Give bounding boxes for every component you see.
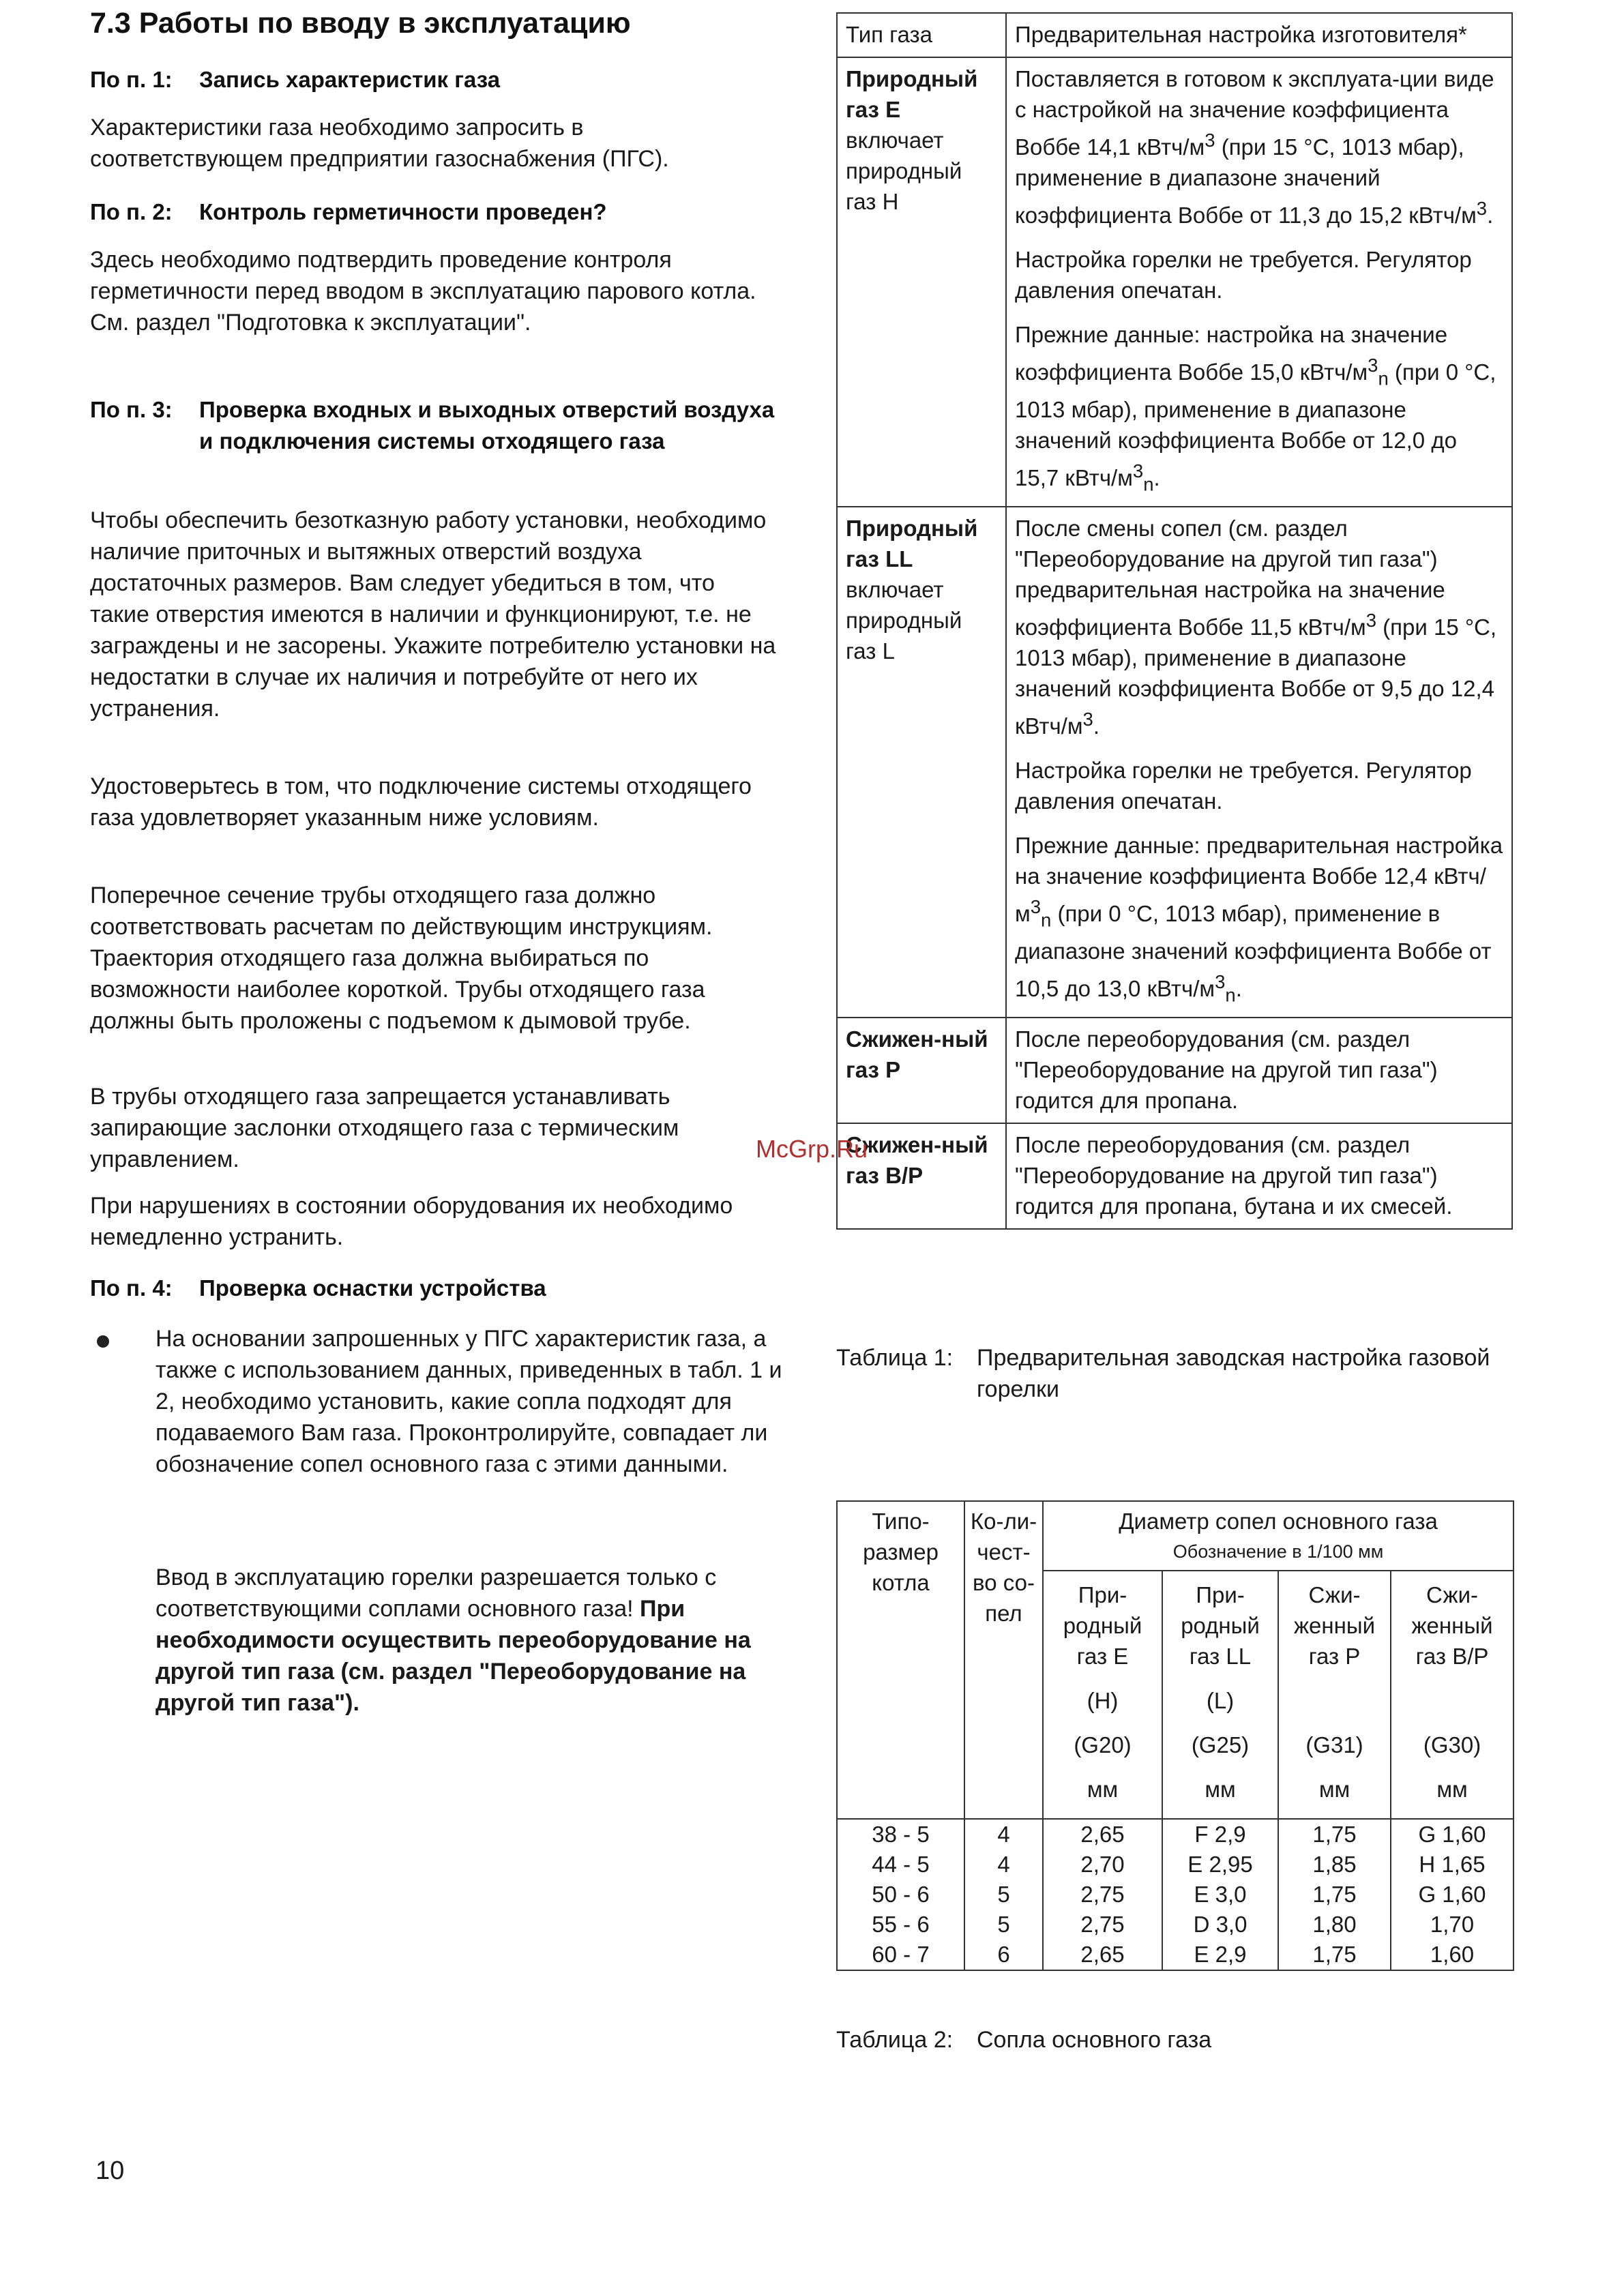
sup-3: 3	[1368, 355, 1378, 376]
table1-gas-e-type	[837, 57, 1006, 507]
gas-e-para-3	[1015, 319, 1503, 499]
cell-gas-e: 2,65	[1043, 1940, 1162, 1970]
cell-gas-e: 2,75	[1043, 1910, 1162, 1940]
table1-gas-ll-setting	[1006, 507, 1512, 1018]
col-gas-bp-name: Сжи-женный газ B/P	[1411, 1582, 1493, 1669]
gas-e-para-2: Настройка горелки не требуется. Регулятор давления опечатан.	[1015, 247, 1472, 303]
col-gas-p-alt	[1283, 1685, 1386, 1716]
table-row	[837, 1910, 1514, 1940]
cell-gas-ll: E 3,0	[1162, 1880, 1278, 1910]
subsection-3-para-5: При нарушениях в состоянии оборудования их необходимо немедленно устранить.	[90, 1193, 733, 1250]
sub-n: n	[1143, 473, 1154, 495]
gas-ll-p1-part-a: После смены сопел (см. раздел "Переоборудование на другой тип газа") предварительная настройка на значение коэффициента Воббе 11,5 кВтч/м	[1015, 516, 1445, 640]
cell-gas-p: 1,75	[1278, 1880, 1391, 1910]
table2-caption-text: Сопла основного газа	[977, 2027, 1212, 2053]
table2-col-gas-ll	[1162, 1571, 1278, 1819]
table2-col-gas-e	[1043, 1571, 1162, 1819]
cell-gas-ll: E 2,95	[1162, 1850, 1278, 1880]
subsection-3-para-3: Поперечное сечение трубы отходящего газа должно соответствовать расчетам по действующим инструкциям. Траектория отходящего газа должна выбираться по возможности наиболее короткой. Трубы отходящего газа должны быть проложены с подъемом к дымовой трубе.	[90, 883, 713, 1034]
gas-bp-setting: После переоборудования (см. раздел "Переоборудование на другой тип газа") годится для пропана, бутана и их смесей.	[1006, 1123, 1512, 1229]
gas-ll-para-2: Настройка горелки не требуется. Регулятор давления опечатан.	[1015, 758, 1472, 814]
col-gas-ll-unit: мм	[1205, 1777, 1236, 1802]
gas-p-setting: После переоборудования (см. раздел "Переоборудование на другой тип газа") годится для пропана.	[1006, 1018, 1512, 1123]
table2-col-gas-bp	[1391, 1571, 1514, 1819]
subsection-4-bullet-text: На основании запрошенных у ПГС характеристик газа, а также с использованием данных, приведенных в табл. 1 и 2, необходимо установить, какие сопла подходят для подаваемого Вам газа. Проконтролируйте, совпадает ли обозначение сопел основного газа с этими данными.	[156, 1326, 782, 1477]
table1-caption	[836, 1342, 1495, 1405]
nozzle-table	[836, 1500, 1514, 1971]
gas-e-name: Природный газ E	[846, 66, 978, 122]
page-number: 10	[95, 2156, 125, 2185]
table1-caption-text: Предварительная заводская настройка газовой горелки	[977, 1345, 1490, 1402]
dot: .	[1235, 975, 1242, 1001]
table2-header-count: Ко-ли-чест-во со-пел	[964, 1501, 1043, 1819]
subsection-2-text: Здесь необходимо подтвердить проведение контроля герметичности перед вводом в эксплуатацию парового котла. См. раздел "Подготовка к эксплуатации".	[90, 247, 756, 336]
subsection-3-para-4: В трубы отходящего газа запрещается устанавливать запирающие заслонки отходящего газа с термическим управлением.	[90, 1084, 679, 1172]
col-gas-bp-unit: мм	[1436, 1777, 1468, 1802]
cell-gas-p: 1,80	[1278, 1910, 1391, 1940]
subsection-1-text: Характеристики газа необходимо запросить в соответствующем предприятии газоснабжения (ПГС).	[90, 115, 669, 172]
cell-gas-ll: F 2,9	[1162, 1819, 1278, 1850]
cell-gas-bp: G 1,60	[1391, 1819, 1514, 1850]
table1-header-gas-type: Тип газа	[837, 13, 1006, 57]
cell-size: 60 - 7	[837, 1940, 964, 1970]
sup-3: 3	[1205, 130, 1215, 151]
subsection-1-title: Запись характеристик газа	[199, 67, 501, 92]
cell-count: 5	[964, 1880, 1043, 1910]
gas-bp-name: Сжижен-ный газ B/P	[837, 1123, 1006, 1229]
cell-gas-bp: 1,70	[1391, 1910, 1514, 1940]
cell-gas-bp: G 1,60	[1391, 1880, 1514, 1910]
gas-e-p3-part-a: Прежние данные: настройка на значение коэффициента Воббе 15,0 кВтч/м	[1015, 322, 1448, 385]
sub-n: n	[1040, 909, 1052, 931]
gas-ll-para-1	[1015, 513, 1503, 741]
subsection-3-heading	[90, 394, 786, 457]
subsection-4-title: Проверка оснастки устройства	[199, 1275, 546, 1301]
sub-n: n	[1378, 368, 1389, 389]
table2-header-size: Типо-размер котла	[837, 1501, 964, 1819]
sub-n: n	[1225, 984, 1236, 1006]
table1-row-gas-p	[837, 1018, 1512, 1123]
table1-row-gas-e	[837, 57, 1512, 507]
table-row	[837, 1819, 1514, 1850]
cell-count: 4	[964, 1850, 1043, 1880]
cell-gas-p: 1,85	[1278, 1850, 1391, 1880]
cell-size: 55 - 6	[837, 1910, 964, 1940]
subsection-4-heading	[90, 1273, 546, 1304]
gas-settings-table	[836, 12, 1513, 1230]
sup-3: 3	[1030, 896, 1041, 918]
cell-gas-p: 1,75	[1278, 1940, 1391, 1970]
table-row	[837, 1880, 1514, 1910]
table2-diameter-title: Диаметр сопел основного газа	[1119, 1509, 1438, 1534]
gas-e-p1-part-b: (при 15 °C, 1013 мбар), применение в диапазоне значений коэффициента Воббе от 11,3 до 15,2 кВтч/м	[1015, 134, 1477, 228]
subsection-4-note	[156, 1562, 790, 1719]
subsection-3-para-1: Чтобы обеспечить безотказную работу установки, необходимо наличие приточных и вытяжных отверстий воздуха достаточных размеров. Вам следует убедиться в том, что такие отверстия имеются в наличии и функционируют, т.е. не заграждены и не засорены. Укажите потребителю установки на недостатки в случае их наличия и потребуйте от него их устранения.	[90, 507, 776, 722]
gas-e-p1-part-a: Поставляется в готовом к эксплуата-ции виде с настройкой на значение коэффициента Воббе 14,1 кВтч/м	[1015, 66, 1494, 160]
subsection-3-para-2: Удостоверьтесь в том, что подключение системы отходящего газа удовлетворяет указанным ниже условиям.	[90, 773, 752, 831]
table1-caption-label: Таблица 1:	[836, 1345, 954, 1371]
cell-count: 4	[964, 1819, 1043, 1850]
sup-3: 3	[1476, 198, 1488, 219]
watermark-text: McGrp.Ru	[756, 1135, 868, 1163]
bullet-icon	[97, 1335, 109, 1348]
cell-count: 5	[964, 1910, 1043, 1940]
cell-gas-bp: 1,60	[1391, 1940, 1514, 1970]
sup-3: 3	[1082, 709, 1093, 730]
cell-gas-e: 2,75	[1043, 1880, 1162, 1910]
gas-e-p3-part-b: (при 0 °C, 1013 мбар), применение в диапазоне значений коэффициента Воббе от 12,0 до 15,7 кВтч/м	[1015, 359, 1496, 490]
note-plain-text: Ввод в эксплуатацию горелки разрешается только с соответствующими соплами основного газа!	[156, 1564, 717, 1622]
gas-e-note: включает природный газ H	[846, 128, 962, 214]
cell-count: 6	[964, 1940, 1043, 1970]
gas-ll-p3-part-a: Прежние данные: предварительная настройка на значение коэффициента Воббе 12,4 кВтч/м	[1015, 833, 1503, 927]
subsection-2-heading	[90, 196, 607, 228]
col-gas-p-unit: мм	[1318, 1777, 1350, 1802]
col-gas-p-name: Сжи-женный газ P	[1293, 1582, 1376, 1669]
dot: .	[1153, 464, 1160, 490]
subsection-2-title: Контроль герметичности проведен?	[199, 199, 607, 224]
col-gas-ll-name: При-родный газ LL	[1181, 1582, 1260, 1669]
table1-row-gas-bp	[837, 1123, 1512, 1229]
subsection-4-number: По п. 4:	[90, 1275, 173, 1301]
gas-ll-p3-part-b: (при 0 °C, 1013 мбар), применение в диапазоне значений коэффициента Воббе от 10,5 до 13,0 кВтч/м	[1015, 901, 1492, 1001]
col-gas-e-name: При-родный газ E	[1063, 1582, 1142, 1669]
table-row	[837, 1940, 1514, 1970]
col-gas-ll-code: (G25)	[1191, 1732, 1250, 1758]
table2-caption-label: Таблица 2:	[836, 2027, 954, 2053]
cell-gas-ll: E 2,9	[1162, 1940, 1278, 1970]
table1-gas-e-setting	[1006, 57, 1512, 507]
cell-size: 50 - 6	[837, 1880, 964, 1910]
gas-ll-para-3	[1015, 830, 1503, 1010]
table-row	[837, 1850, 1514, 1880]
section-title: 7.3 Работы по вводу в эксплуатацию	[90, 7, 631, 40]
cell-gas-p: 1,75	[1278, 1819, 1391, 1850]
table2-header-diameter	[1043, 1501, 1514, 1571]
col-gas-e-unit: мм	[1087, 1777, 1119, 1802]
dot: .	[1487, 203, 1494, 228]
dot: .	[1093, 713, 1099, 739]
sup-3: 3	[1365, 610, 1376, 632]
col-gas-bp-code: (G30)	[1423, 1732, 1481, 1758]
cell-size: 44 - 5	[837, 1850, 964, 1880]
cell-gas-e: 2,70	[1043, 1850, 1162, 1880]
cell-gas-e: 2,65	[1043, 1819, 1162, 1850]
col-gas-ll-alt: (L)	[1206, 1688, 1235, 1713]
cell-gas-ll: D 3,0	[1162, 1910, 1278, 1940]
col-gas-bp-alt	[1396, 1685, 1509, 1716]
table1-header-preset: Предварительная настройка изготовителя*	[1006, 13, 1512, 57]
table1-gas-ll-type	[837, 507, 1006, 1018]
subsection-2-number: По п. 2:	[90, 199, 173, 224]
sup-3: 3	[1132, 460, 1144, 481]
gas-ll-p1-part-b: (при 15 °C, 1013 мбар), применение в диапазоне значений коэффициента Воббе от 9,5 до 12,4 кВтч/м	[1015, 614, 1497, 739]
subsection-1-number: По п. 1:	[90, 67, 173, 92]
table2-header-row-1	[837, 1501, 1514, 1571]
subsection-1-heading	[90, 64, 500, 95]
subsection-3-number: По п. 3:	[90, 397, 173, 422]
gas-p-name: Сжижен-ный газ P	[837, 1018, 1006, 1123]
gas-ll-note: включает природный газ L	[846, 577, 962, 664]
col-gas-p-code: (G31)	[1305, 1732, 1363, 1758]
cell-gas-bp: H 1,65	[1391, 1850, 1514, 1880]
table2-caption	[836, 2024, 1495, 2056]
col-gas-e-alt: (H)	[1087, 1688, 1119, 1713]
note-bold-text: При необходимости осуществить переоборудование на другой тип газа (см. раздел "Переоборудование на другой тип газа").	[156, 1596, 751, 1716]
sup-3: 3	[1215, 970, 1226, 992]
table1-row-gas-ll	[837, 507, 1512, 1018]
table2-diameter-unit: Обозначение в 1/100 мм	[1172, 1541, 1384, 1562]
cell-size: 38 - 5	[837, 1819, 964, 1850]
table1-header-row	[837, 13, 1512, 57]
gas-ll-name: Природный газ LL	[846, 516, 978, 572]
gas-e-para-1	[1015, 63, 1503, 231]
col-gas-e-code: (G20)	[1074, 1732, 1132, 1758]
table2-col-gas-p	[1278, 1571, 1391, 1819]
subsection-3-title: Проверка входных и выходных отверстий воздуха и подключения системы отходящего газа	[199, 397, 775, 454]
